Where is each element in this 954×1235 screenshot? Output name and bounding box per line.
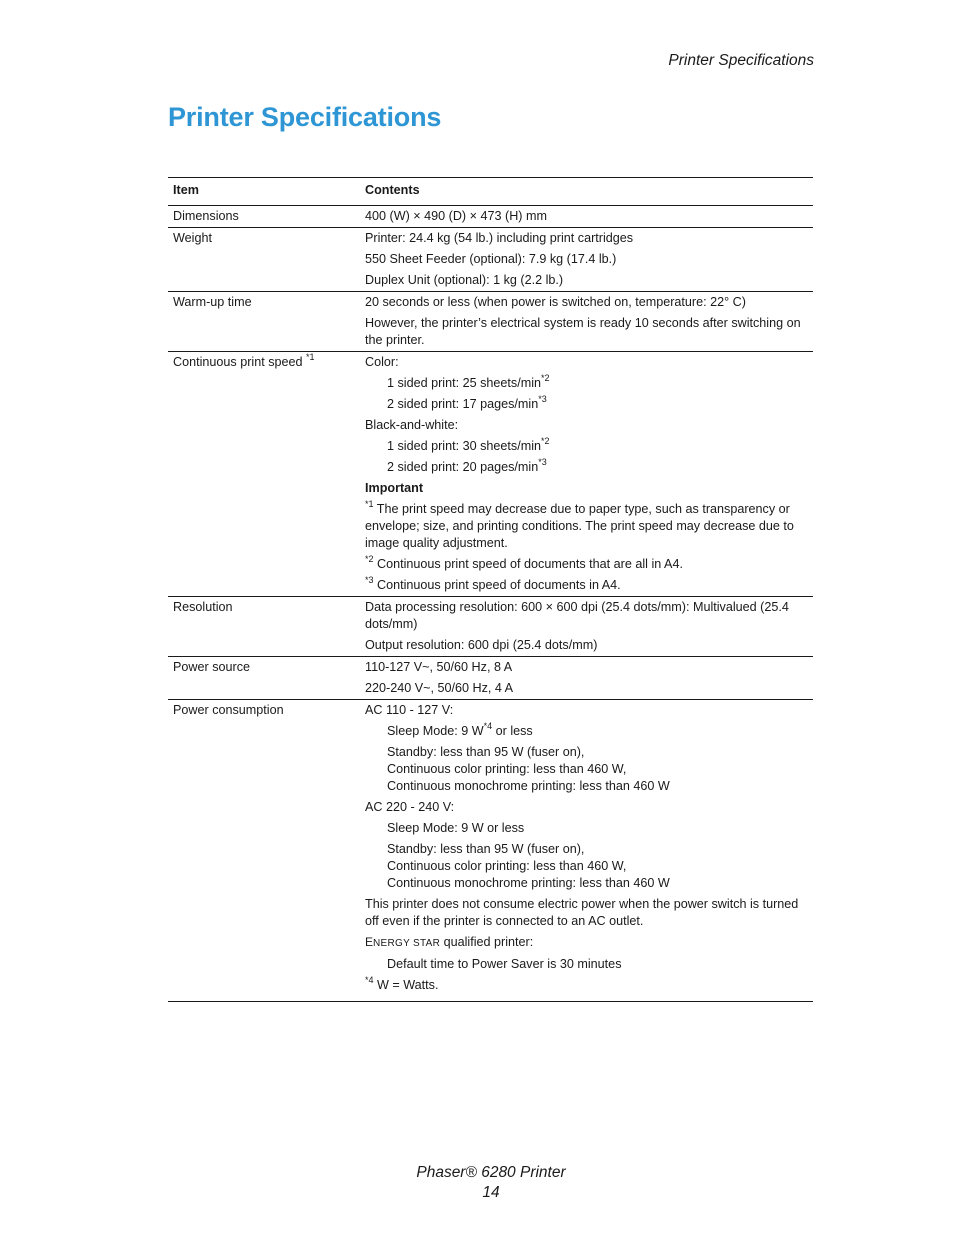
spec-line: Data processing resolution: 600 × 600 dpi (25.4 dots/mm): Multivalued (25.4 dots/mm) bbox=[365, 600, 789, 631]
contents-column-header: Contents bbox=[360, 178, 813, 206]
footnote-ref: *3 bbox=[538, 456, 547, 467]
footnote-text: Continuous print speed of documents that are all in A4. bbox=[373, 557, 683, 571]
spec-line: 110-127 V~, 50/60 Hz, 8 A bbox=[365, 660, 513, 674]
spec-line: 20 seconds or less (when power is switched on, temperature: 22° C) bbox=[365, 295, 746, 309]
item-cell: Power consumption bbox=[168, 700, 360, 1002]
spec-line: Sleep Mode: 9 W or less bbox=[387, 821, 525, 835]
table-row-warmup bbox=[168, 292, 813, 352]
footnote-text: W = Watts. bbox=[373, 978, 439, 992]
spec-text: Continuous monochrome printing: less than 460 W bbox=[387, 779, 670, 793]
contents-cell bbox=[360, 700, 813, 1002]
spec-line: However, the printer’s electrical system is ready 10 seconds after switching on the printer. bbox=[365, 316, 801, 347]
item-cell bbox=[168, 352, 360, 597]
spec-line: Printer: 24.4 kg (54 lb.) including print cartridges bbox=[365, 231, 634, 245]
item-label: Continuous print speed bbox=[173, 355, 303, 369]
table-row-power-source bbox=[168, 657, 813, 700]
table-row-dimensions bbox=[168, 206, 813, 228]
page-footer bbox=[0, 1163, 954, 1203]
energy-star-mark: E bbox=[365, 935, 374, 949]
spec-text: Standby: less than 95 W (fuser on), bbox=[387, 745, 585, 759]
spec-line-group bbox=[365, 841, 808, 892]
table-row-print-speed bbox=[168, 352, 813, 597]
footnote-ref: *1 bbox=[306, 351, 315, 362]
table-row-power-consumption bbox=[168, 700, 813, 1002]
energy-star-mark: NERGY STAR bbox=[373, 938, 441, 949]
spec-line: This printer does not consume electric power when the power switch is turned off even if the printer is connected to an AC outlet. bbox=[365, 897, 799, 928]
spec-text: Continuous color printing: less than 460 W, bbox=[387, 762, 627, 776]
spec-line: Duplex Unit (optional): 1 kg (2.2 lb.) bbox=[365, 273, 564, 287]
spec-text: qualified printer: bbox=[440, 935, 534, 949]
spec-text: Sleep Mode: 9 W bbox=[387, 724, 484, 738]
spec-line bbox=[365, 372, 808, 392]
page-title: Printer Specifications bbox=[168, 102, 442, 132]
footnote-ref: *2 bbox=[541, 372, 550, 383]
footnote-ref: *2 bbox=[541, 435, 550, 446]
table-row-resolution bbox=[168, 597, 813, 657]
spec-line: Black-and-white: bbox=[365, 418, 459, 432]
item-cell: Resolution bbox=[168, 597, 360, 657]
spec-text: 2 sided print: 20 pages/min bbox=[387, 460, 539, 474]
footnote bbox=[365, 574, 808, 594]
contents-cell bbox=[360, 597, 813, 657]
footnote bbox=[365, 498, 808, 552]
spec-line bbox=[365, 456, 808, 476]
footnote-marker: *4 bbox=[365, 974, 374, 985]
important-heading: Important bbox=[365, 481, 424, 495]
specifications-table bbox=[168, 177, 813, 1002]
spec-text: 1 sided print: 25 sheets/min bbox=[387, 376, 542, 390]
footer-page-number: 14 bbox=[482, 1184, 500, 1201]
spec-line bbox=[365, 720, 808, 740]
spec-text: Continuous color printing: less than 460 W, bbox=[387, 859, 627, 873]
table-header-row bbox=[168, 178, 813, 206]
contents-cell bbox=[360, 352, 813, 597]
spec-line: 400 (W) × 490 (D) × 473 (H) mm bbox=[365, 209, 547, 223]
spec-text: or less bbox=[492, 724, 533, 738]
contents-cell bbox=[360, 206, 813, 228]
spec-line-group bbox=[365, 744, 808, 795]
footnote-marker: *1 bbox=[365, 498, 374, 509]
spec-line: 550 Sheet Feeder (optional): 7.9 kg (17.4 lb.) bbox=[365, 252, 617, 266]
item-cell: Weight bbox=[168, 228, 360, 292]
item-column-header: Item bbox=[168, 178, 360, 206]
spec-text: 2 sided print: 17 pages/min bbox=[387, 397, 539, 411]
spec-line: 220-240 V~, 50/60 Hz, 4 A bbox=[365, 681, 514, 695]
footer-product-name: Phaser® 6280 Printer bbox=[416, 1164, 566, 1181]
footnote-ref: *4 bbox=[483, 720, 493, 731]
footnote-ref: *3 bbox=[538, 393, 547, 404]
footnote bbox=[365, 974, 808, 994]
spec-line: AC 110 - 127 V: bbox=[365, 703, 454, 717]
spec-line: Output resolution: 600 dpi (25.4 dots/mm) bbox=[365, 638, 598, 652]
spec-text: Continuous monochrome printing: less than 460 W bbox=[387, 876, 670, 890]
running-header: Printer Specifications bbox=[668, 52, 814, 69]
spec-line: Default time to Power Saver is 30 minutes bbox=[387, 957, 622, 971]
spec-line bbox=[365, 435, 808, 455]
item-cell: Dimensions bbox=[168, 206, 360, 228]
spec-line bbox=[365, 393, 808, 413]
footnote-text: Continuous print speed of documents in A4. bbox=[373, 578, 621, 592]
energy-star-line bbox=[365, 934, 808, 952]
item-cell: Warm-up time bbox=[168, 292, 360, 352]
item-cell: Power source bbox=[168, 657, 360, 700]
footnote-marker: *2 bbox=[365, 553, 374, 564]
spec-text: 1 sided print: 30 sheets/min bbox=[387, 439, 542, 453]
contents-cell bbox=[360, 657, 813, 700]
table-row-weight bbox=[168, 228, 813, 292]
contents-cell bbox=[360, 228, 813, 292]
contents-cell bbox=[360, 292, 813, 352]
footnote-text: The print speed may decrease due to paper type, such as transparency or envelope; size, and printing conditions. The print speed may decrease due to image quality adjustment. bbox=[365, 502, 794, 550]
footnote bbox=[365, 553, 808, 573]
spec-line: AC 220 - 240 V: bbox=[365, 800, 455, 814]
spec-text: Standby: less than 95 W (fuser on), bbox=[387, 842, 585, 856]
footnote-marker: *3 bbox=[365, 574, 374, 585]
spec-line: Color: bbox=[365, 355, 399, 369]
